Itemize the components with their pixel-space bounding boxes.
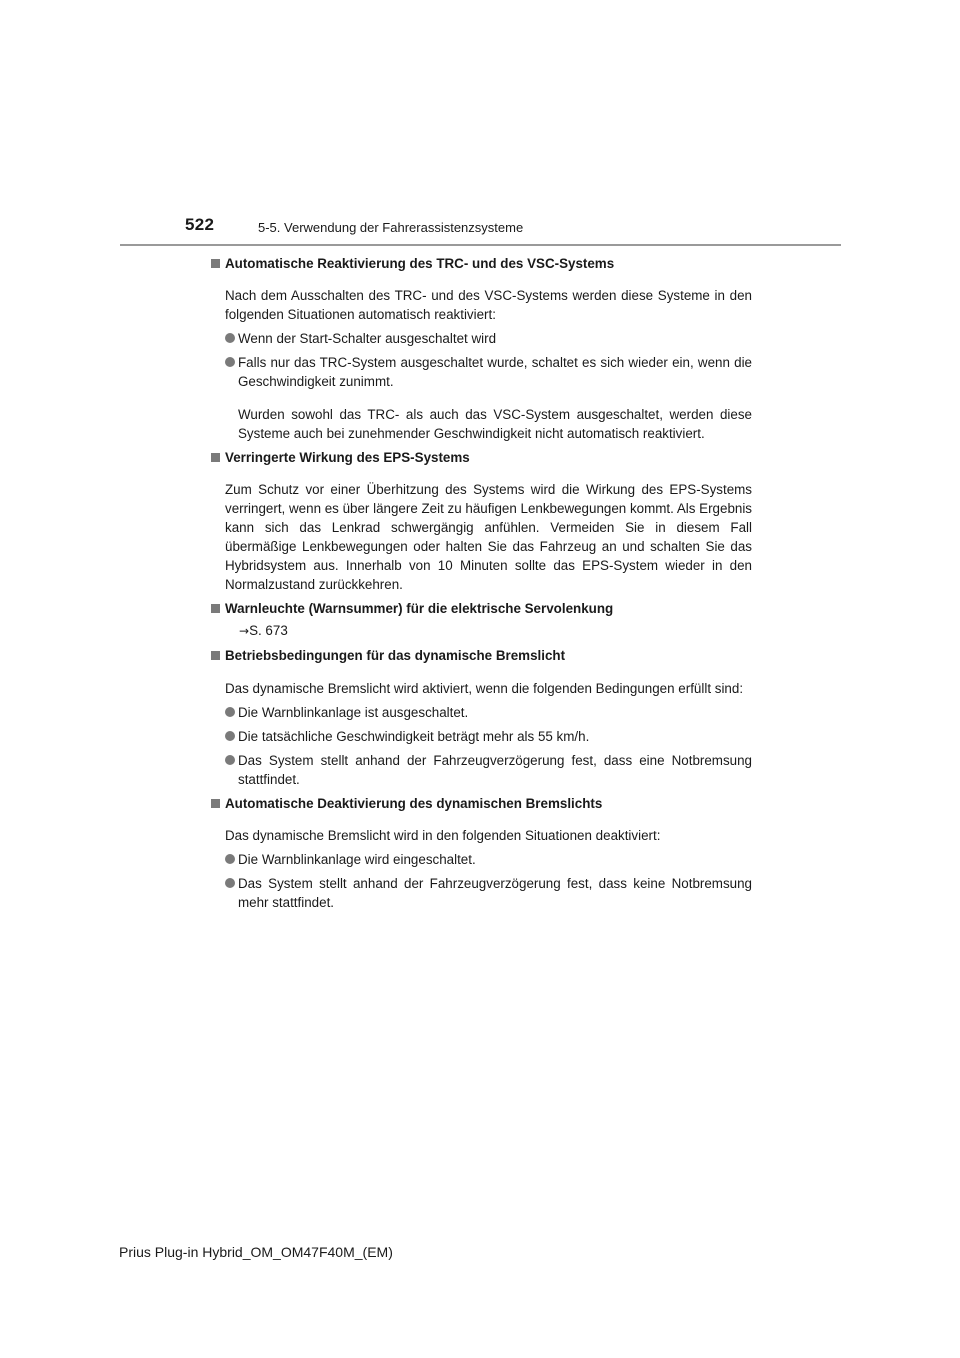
circle-bullet-icon [225,731,235,741]
arrow-right-icon: → [239,624,250,639]
section-heading-text: Automatische Reaktivierung des TRC- und des VSC-Systems [225,256,615,271]
list-item-text: Das System stellt anhand der Fahrzeugverzögerung fest, dass eine Notbremsung stattfindet. [238,752,752,787]
square-bullet-icon [211,259,220,268]
circle-bullet-icon [225,878,235,888]
section-brake-light-conditions [211,646,752,788]
square-bullet-icon [211,453,220,462]
list-item-text: Die Warnblinkanlage wird eingeschaltet. [238,851,476,867]
section-heading-text: Betriebsbedingungen für das dynamische Bremslicht [225,648,566,664]
circle-bullet-icon [225,854,235,864]
list-item-text: Das System stellt anhand der Fahrzeugverzögerung fest, dass keine Notbremsung mehr stattfindet. [238,875,752,910]
list-item [211,329,752,348]
section-title: 5-5. Verwendung der Fahrerassistenzsysteme [258,220,524,235]
section-note: Wurden sowohl das TRC- als auch das VSC-System ausgeschaltet, werden diese Systeme auch bei zunehmender Geschwindigkeit nicht automatisch reaktiviert. [238,406,752,441]
section-paragraph: Das dynamische Bremslicht wird in den folgenden Situationen deaktiviert: [225,827,661,843]
square-bullet-icon [211,651,220,660]
section-heading [211,254,752,273]
list-item [211,850,752,869]
square-bullet-icon [211,799,220,808]
section-eps-reduced-effect [211,448,752,594]
list-item [211,751,752,789]
list-item [211,727,752,746]
section-heading-text: Warnleuchte (Warnsummer) für die elektrische Servolenkung [225,601,614,617]
section-power-steering-warning [211,599,752,641]
page-header [185,215,885,245]
list-item [211,353,752,391]
circle-bullet-icon [225,333,235,343]
square-bullet-icon [211,604,220,613]
section-heading [211,794,752,813]
page-number: 522 [185,215,215,234]
page-reference-text[interactable]: S. 673 [249,623,288,639]
section-heading [211,646,752,665]
circle-bullet-icon [225,357,235,367]
section-heading-text: Verringerte Wirkung des EPS-Systems [225,449,470,465]
header-divider [120,244,841,246]
circle-bullet-icon [225,755,235,765]
list-item-text: Wenn der Start-Schalter ausgeschaltet wird [238,331,497,347]
section-paragraph: Zum Schutz vor einer Überhitzung des Systems wird die Wirkung des EPS-Systems verringert, wenn es über längere Zeit zu häufigen Lenkbewegungen kommt. Als Ergebnis kann sich das Lenkrad schwergängig anfühlen. Vermeiden Sie in diesem Fall übermäßige Lenkbewegungen oder halten Sie das Fahrzeug an und schalten Sie das Hybridsystem aus. Innerhalb von 10 Minuten sollte das EPS-System wieder in den Normalzustand zurückkehren. [225,482,753,593]
section-heading [211,599,752,618]
section-trc-vsc-reactivation [211,254,752,443]
section-brake-light-deactivation [211,794,752,912]
section-paragraph: Das dynamische Bremslicht wird aktiviert, wenn die folgenden Bedingungen erfüllt sind: [225,680,744,696]
page-footer: Prius Plug-in Hybrid_OM_OM47F40M_(EM) [119,1244,393,1260]
section-heading-text: Automatische Deaktivierung des dynamischen Bremslichts [225,795,603,811]
list-item-text: Die Warnblinkanlage ist ausgeschaltet. [238,704,469,720]
list-item-text: Falls nur das TRC-System ausgeschaltet wurde, schaltet es sich wieder ein, wenn die Geschwindigkeit zunimmt. [238,355,752,390]
list-item [211,874,752,912]
section-heading [211,448,752,467]
list-item [211,703,752,722]
section-paragraph: Nach dem Ausschalten des TRC- und des VSC-Systems werden diese Systeme in den folgenden Situationen automatisch reaktiviert: [225,288,752,323]
page-reference[interactable] [239,621,752,641]
page-content [211,254,752,917]
circle-bullet-icon [225,707,235,717]
list-item-text: Die tatsächliche Geschwindigkeit beträgt mehr als 55 km/h. [238,728,590,744]
